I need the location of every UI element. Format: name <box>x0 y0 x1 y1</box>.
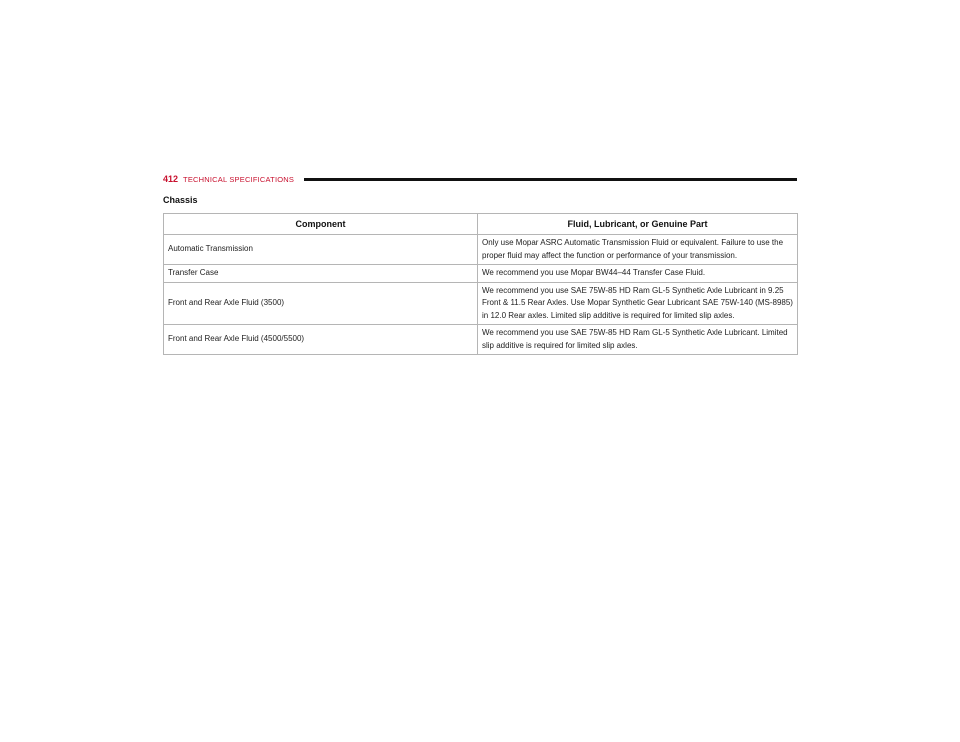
table-header-row <box>164 214 798 235</box>
section-name: TECHNICAL SPECIFICATIONS <box>183 174 295 184</box>
table-row <box>164 235 798 265</box>
cell-fluid: We recommend you use SAE 75W-85 HD Ram GL-5 Synthetic Axle Lubricant. Limited slip additive is required for limited slip axles. <box>478 325 798 355</box>
cell-component: Front and Rear Axle Fluid (3500) <box>164 282 478 325</box>
cell-component: Transfer Case <box>164 265 478 283</box>
column-header-fluid: Fluid, Lubricant, or Genuine Part <box>478 214 798 235</box>
table-row <box>164 325 798 355</box>
cell-fluid: We recommend you use Mopar BW44–44 Transfer Case Fluid. <box>478 265 798 283</box>
section-title: Chassis <box>163 195 198 205</box>
header-rule <box>304 178 797 181</box>
cell-component: Front and Rear Axle Fluid (4500/5500) <box>164 325 478 355</box>
page-header <box>163 172 797 186</box>
cell-fluid: We recommend you use SAE 75W-85 HD Ram GL-5 Synthetic Axle Lubricant in 9.25 Front & 11.5 Rear Axles. Use Mopar Synthetic Gear Lubricant SAE 75W-140 (MS-8985) in 12.0 Rear axles. Limited slip additive is required for limited slip axles. <box>478 282 798 325</box>
chassis-fluids-table <box>163 213 798 355</box>
column-header-component: Component <box>164 214 478 235</box>
table-row <box>164 282 798 325</box>
table-row <box>164 265 798 283</box>
cell-component: Automatic Transmission <box>164 235 478 265</box>
cell-fluid: Only use Mopar ASRC Automatic Transmission Fluid or equivalent. Failure to use the proper fluid may affect the function or performance of your transmission. <box>478 235 798 265</box>
page-number: 412 <box>163 174 179 184</box>
